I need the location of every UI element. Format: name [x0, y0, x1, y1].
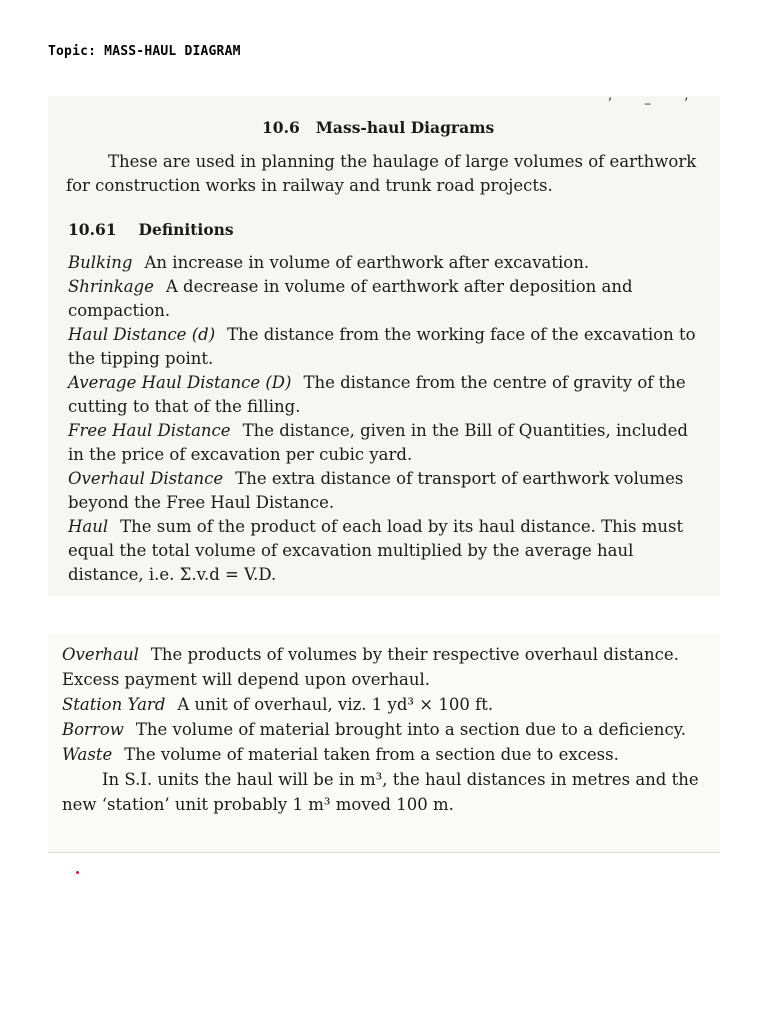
definition-text: The sum of the product of each load by its haul distance. This must equal the total volume of excavation multiplied by the average haul distance, i.e. Σ.v.d = V.D.	[68, 517, 684, 584]
definition-text: A decrease in volume of earthwork after deposition and compaction.	[68, 277, 633, 320]
definition-term: Overhaul	[62, 645, 139, 664]
definition-text: The distance from the centre of gravity of the cutting to that of the filling.	[68, 373, 686, 416]
scanned-page-section-1	[48, 96, 720, 596]
definition-term: Bulking	[68, 253, 133, 272]
subsection-title: Definitions	[138, 220, 234, 239]
red-dot-mark	[76, 871, 79, 874]
topic-header: Topic: MASS-HAUL DIAGRAM	[48, 44, 241, 59]
definition-term: Overhaul Distance	[68, 469, 224, 488]
definition-text: The extra distance of transport of earthwork volumes beyond the Free Haul Distance.	[68, 469, 684, 512]
definition-term: Borrow	[62, 720, 124, 739]
definition-item	[62, 642, 712, 692]
definition-item	[68, 419, 708, 467]
definition-item	[68, 251, 708, 275]
definition-item	[68, 515, 708, 587]
definition-item	[68, 323, 708, 371]
definition-term: Waste	[62, 745, 113, 764]
definition-text: The products of volumes by their respective overhaul distance. Excess payment will depend upon overhaul.	[62, 645, 679, 689]
definition-term: Free Haul Distance	[68, 421, 231, 440]
definition-item	[62, 742, 712, 767]
section-title: Mass-haul Diagrams	[315, 118, 495, 137]
intro-paragraph: These are used in planning the haulage of large volumes of earthwork for construction works in railway and trunk road projects.	[66, 152, 697, 195]
si-units-note: In S.I. units the haul will be in m³, the haul distances in metres and the new ‘station’ unit probably 1 m³ moved 100 m.	[62, 770, 699, 814]
definition-text: The distance from the working face of the excavation to the tipping point.	[68, 325, 696, 368]
section-heading	[262, 118, 494, 137]
section-number: 10.6	[262, 118, 300, 137]
definition-text: The volume of material brought into a section due to a deficiency.	[135, 720, 687, 739]
definition-text: The distance, given in the Bill of Quantities, included in the price of excavation per cubic yard.	[68, 421, 688, 464]
corner-marks: ʼ – ʼ	[607, 96, 702, 112]
definition-term: Average Haul Distance (D)	[68, 373, 292, 392]
definition-item	[68, 275, 708, 323]
definition-item	[68, 371, 708, 419]
definition-term: Haul	[68, 517, 109, 536]
definition-term: Station Yard	[62, 695, 166, 714]
definition-item	[62, 692, 712, 717]
definition-text: An increase in volume of earthwork after excavation.	[144, 253, 590, 272]
definitions-list-continued	[62, 642, 712, 817]
definition-term: Haul Distance (d)	[68, 325, 216, 344]
definition-text: The volume of material taken from a section due to excess.	[124, 745, 619, 764]
definition-item	[68, 467, 708, 515]
definitions-list	[68, 251, 708, 587]
subsection-heading	[68, 220, 234, 239]
scanned-page-section-2	[48, 634, 720, 853]
definition-text: A unit of overhaul, viz. 1 yd³ × 100 ft.	[177, 695, 494, 714]
definition-term: Shrinkage	[68, 277, 154, 296]
subsection-number: 10.61	[68, 220, 117, 239]
definition-item	[62, 717, 712, 742]
